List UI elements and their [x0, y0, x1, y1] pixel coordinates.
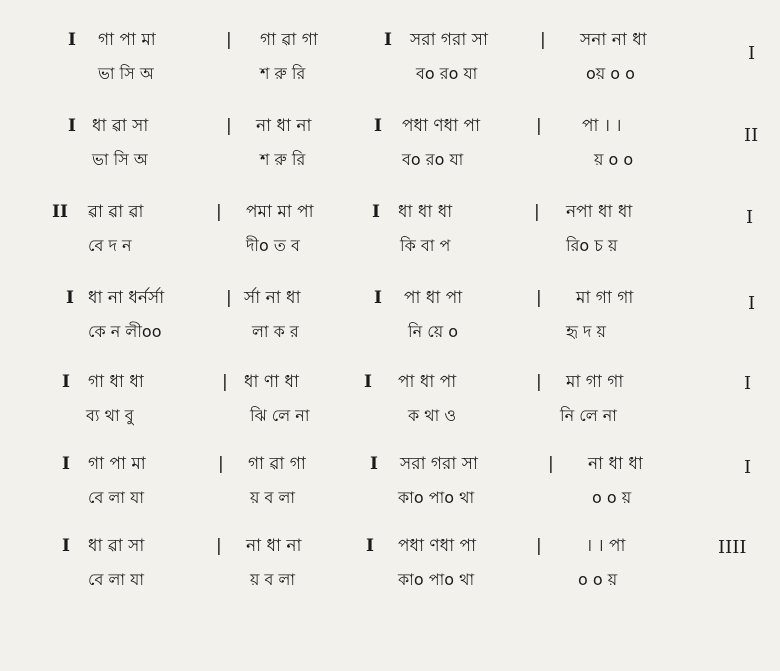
end-marker: I — [748, 43, 756, 64]
lyric-group: o o য় — [578, 570, 618, 589]
notation-measure: ধা ৱা সা — [92, 116, 149, 136]
lyric-group: য় ব লা — [250, 570, 296, 589]
barline: | — [226, 288, 232, 308]
notation-line — [0, 114, 780, 138]
lyric-group: য় ব লা — [250, 488, 296, 507]
notation-measure: ৱা ৱা ৱা — [88, 202, 144, 222]
barline-marker: I — [62, 372, 70, 392]
lyric-group: বে লা যা — [88, 570, 144, 589]
end-marker: II — [744, 125, 759, 146]
notation-measure: গা পা মা — [98, 30, 156, 50]
barline-marker: I — [374, 288, 382, 308]
barline: | — [534, 202, 540, 222]
notation-measure: ধা ণা ধা — [244, 372, 299, 392]
notation-measure: না ধা না — [246, 536, 302, 556]
notation-measure: গা ৱা গা — [260, 30, 318, 50]
lyric-group: দীo ত ব — [246, 236, 300, 255]
lyric-group: কে ন লীoo — [88, 322, 162, 341]
notation-measure: ধা ৱা সা — [88, 536, 145, 556]
lyric-group: ব্য থা বু — [86, 406, 134, 425]
notation-measure: পমা মা পা — [246, 202, 314, 222]
lyrics-line — [0, 234, 780, 258]
notation-line — [0, 370, 780, 394]
end-marker: I — [744, 457, 752, 478]
lyric-group: রিo চ য় — [566, 236, 618, 255]
barline-marker: I — [62, 536, 70, 556]
notation-measure: সরা গরা সা — [400, 454, 478, 474]
notation-measure: গা পা মা — [88, 454, 146, 474]
notation-measure: গা ধা ধা — [88, 372, 144, 392]
notation-measure: পা ধা পা — [404, 288, 463, 308]
lyric-group: কি বা প — [400, 236, 451, 255]
lyric-group: বo রo যা — [416, 64, 478, 83]
barline-marker: II — [52, 202, 68, 222]
lyric-group: শ রু রি — [260, 64, 306, 83]
end-marker: I — [748, 293, 756, 314]
notation-measure: পা ধা পা — [398, 372, 457, 392]
notation-measure: পধা ণধা পা — [398, 536, 477, 556]
notation-line — [0, 28, 780, 52]
notation-measure: মা গা গা — [566, 372, 624, 392]
barline-marker: I — [68, 116, 76, 136]
lyric-group: য় o o — [594, 150, 634, 169]
end-marker: I — [746, 207, 754, 228]
barline: | — [536, 372, 542, 392]
end-marker: IIII — [718, 537, 747, 558]
barline: | — [536, 288, 542, 308]
end-marker: I — [744, 373, 752, 394]
lyrics-line — [0, 486, 780, 510]
barline-marker: I — [374, 116, 382, 136]
notation-line — [0, 286, 780, 310]
lyric-group: হৃ দ য় — [566, 322, 606, 341]
barline: | — [226, 116, 232, 136]
barline: | — [222, 372, 228, 392]
lyric-group: কাo পাo থা — [398, 570, 475, 589]
notation-measure: সরা গরা সা — [410, 30, 488, 50]
lyric-group: বে লা যা — [88, 488, 144, 507]
barline-marker: I — [66, 288, 74, 308]
notation-measure: গা ৱা গা — [248, 454, 306, 474]
barline: | — [216, 202, 222, 222]
lyric-group: o o য় — [592, 488, 632, 507]
lyrics-line — [0, 62, 780, 86]
notation-measure: পা । । — [582, 116, 622, 136]
barline-marker: I — [364, 372, 372, 392]
lyric-group: কাo পাo থা — [398, 488, 475, 507]
barline: | — [548, 454, 554, 474]
notation-line — [0, 452, 780, 476]
barline: | — [536, 116, 542, 136]
barline: | — [226, 30, 232, 50]
barline: | — [540, 30, 546, 50]
barline-marker: I — [370, 454, 378, 474]
lyric-group: বo রo যা — [402, 150, 464, 169]
barline-marker: I — [372, 202, 380, 222]
lyric-group: শ রু রি — [260, 150, 306, 169]
lyric-group: নি লে না — [560, 406, 617, 425]
lyric-group: লা ক র — [252, 322, 299, 341]
notation-measure: পধা ণধা পা — [402, 116, 481, 136]
barline-marker: I — [62, 454, 70, 474]
lyrics-line — [0, 404, 780, 428]
lyric-group: বে দ ন — [88, 236, 132, 255]
notation-measure: নপা ধা ধা — [566, 202, 633, 222]
notation-measure: । । পা — [586, 536, 626, 556]
lyric-group: নি য়ে o — [408, 322, 459, 341]
barline-marker: I — [68, 30, 76, 50]
notation-line — [0, 200, 780, 224]
lyric-group: ভা সি অ — [98, 64, 154, 83]
notation-measure: মা গা গা — [576, 288, 634, 308]
barline: | — [536, 536, 542, 556]
notation-measure: ধা ধা ধা — [398, 202, 453, 222]
notation-measure: না ধা না — [256, 116, 312, 136]
barline-marker: I — [366, 536, 374, 556]
lyric-group: ক থা ও — [408, 406, 457, 425]
lyric-group: ভা সি অ — [92, 150, 148, 169]
barline: | — [218, 454, 224, 474]
notation-line — [0, 534, 780, 558]
notation-measure: ধা না ধর্নর্সা — [88, 288, 165, 308]
lyrics-line — [0, 320, 780, 344]
lyrics-line — [0, 148, 780, 172]
notation-measure: র্সা না ধা — [244, 288, 301, 308]
lyric-group: oয় o o — [586, 64, 635, 83]
barline: | — [216, 536, 222, 556]
lyrics-line — [0, 568, 780, 592]
notation-measure: সনা না ধা — [580, 30, 647, 50]
notation-measure: না ধা ধা — [588, 454, 643, 474]
barline-marker: I — [384, 30, 392, 50]
lyric-group: ঝি লে না — [250, 406, 310, 425]
